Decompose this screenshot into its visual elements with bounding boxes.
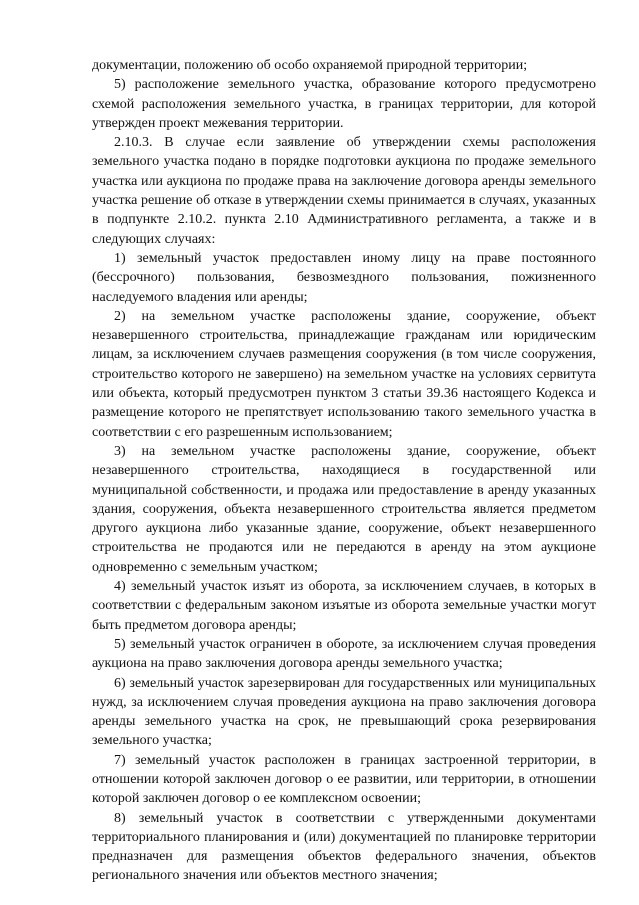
paragraph-item-4: 4) земельный участок изъят из оборота, за исключением случаев, в которых в соответствии с федеральным законом изъятые из оборота земельные участки могут быть предметом договора аренды; [92,579,596,633]
paragraph-item-2: 2) на земельном участке расположены здание, сооружение, объект незавершенного строительства, принадлежащие гражданам или юридическим лицам, за исключением случаев размещения сооружения (в том числе сооружения, строительство которого не завершено) на земельном участке на условиях сервитута или объекта, который предусмотрен пунктом 3 статьи 39.36 настоящего Кодекса и размещение которого не препятствует использованию такого земельного участка в соответствии с его разрешенным использованием; [92,308,596,440]
paragraph-2-10-3: 2.10.3. В случае если заявление об утверждении схемы расположения земельного участка подано в порядке подготовки аукциона по продаже земельного участка или аукциона по продаже права на заключение договора аренды земельного участка решение об отказе в утверждении схемы принимается в случаях, указанных в подпункте 2.10.2. пункта 2.10 Административного регламента, а также и в следующих случаях: [92,135,596,247]
paragraph-item-3: 3) на земельном участке расположены здание, сооружение, объект незавершенного строительства, находящиеся в государственной или муниципальной собственности, и продажа или предоставление в аренду указанных здания, сооружения, объекта незавершенного строительства является предметом другого аукциона либо указанные здание, сооружение, объект незавершенного строительства не продаются или не передаются в аренду на этом аукционе одновременно с земельным участком; [92,443,596,575]
paragraph-item-5: 5) земельный участок ограничен в обороте, за исключением случая проведения аукциона на право заключения договора аренды земельного участка; [92,636,596,672]
document-page [92,56,596,886]
paragraph-continuation: документации, положению об особо охраняемой природной территории; [92,58,528,73]
paragraph-item-8: 8) земельный участок в соответствии с утвержденными документами территориального планирования и (или) документацией по планировке территории предназначен для размещения объектов федерального значения, объектов регионального значения или объектов местного значения; [92,810,596,884]
paragraph-item-7: 7) земельный участок расположен в границах застроенной территории, в отношении которой заключен договор о ее развитии, или территории, в отношении которой заключен договор о ее комплексном освоении; [92,752,596,807]
paragraph-item-5-survey-project: 5) расположение земельного участка, образование которого предусмотрено схемой расположения земельного участка, в границах территории, для которой утвержден проект межевания территории. [92,77,596,131]
paragraph-item-1: 1) земельный участок предоставлен иному лицу на праве постоянного (бессрочного) пользования, безвозмездного пользования, пожизненного наследуемого владения или аренды; [92,250,596,305]
paragraph-item-6: 6) земельный участок зарезервирован для государственных или муниципальных нужд, за исключением случая проведения аукциона на право заключения договора аренды земельного участка на срок, не превышающий срока резервирования земельного участка; [92,675,596,749]
